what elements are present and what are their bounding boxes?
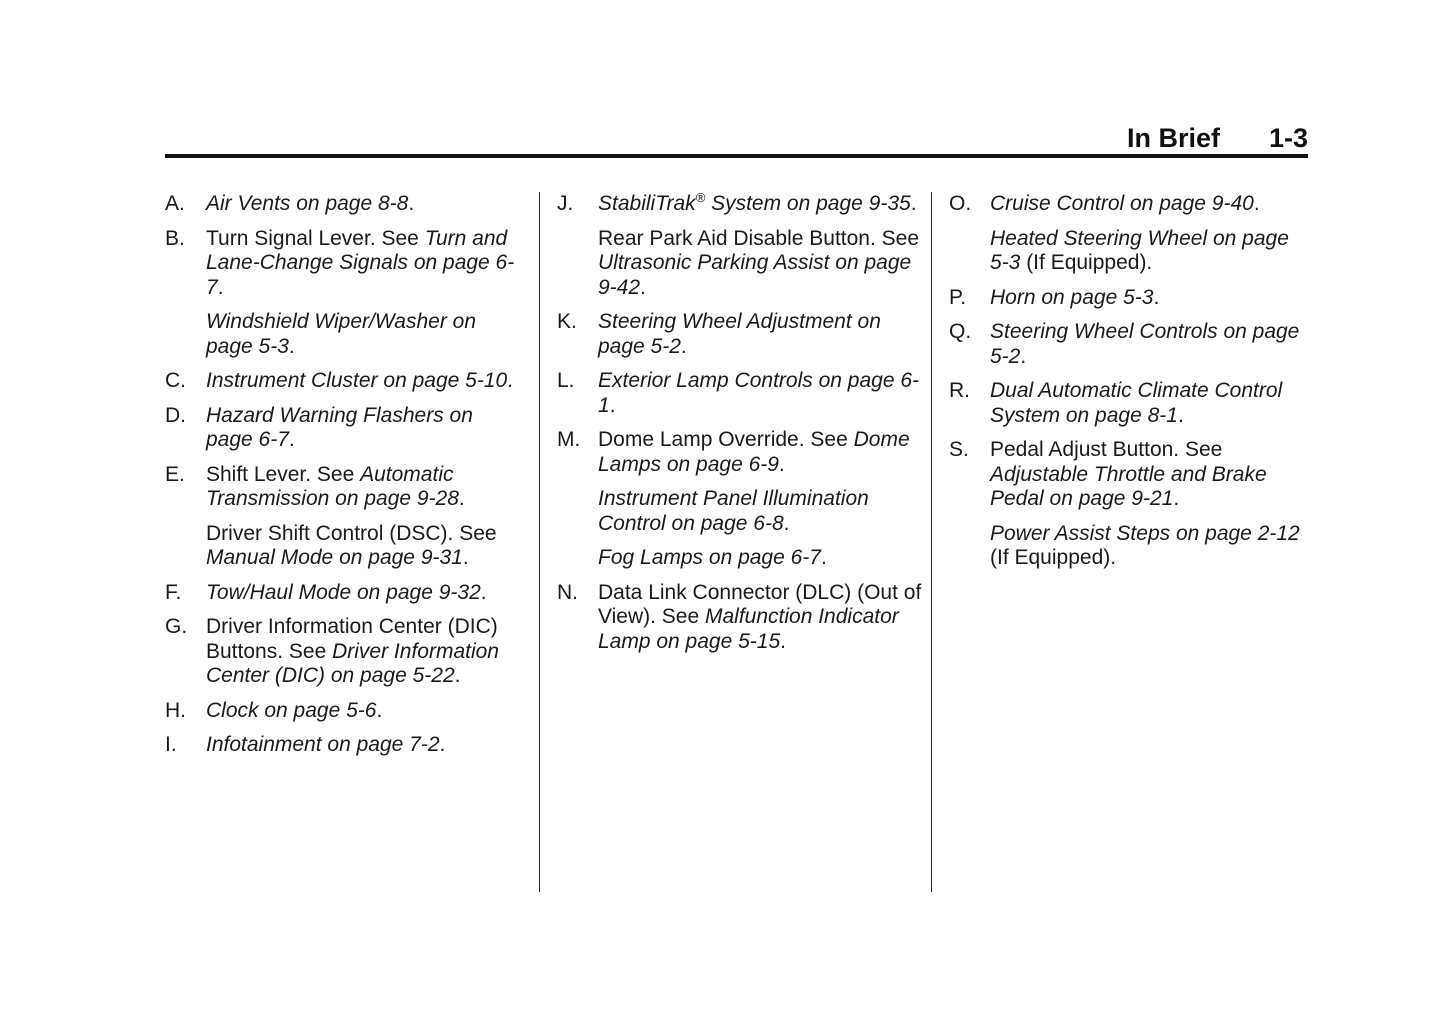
list-subitem-o: Heated Steering Wheel on page 5-3 (If Equipped). bbox=[990, 226, 1289, 274]
page-reference[interactable]: Fog Lamps on page 6-7 bbox=[598, 546, 821, 569]
list-item-r: R. Dual Automatic Climate Control System on page 8-1. bbox=[949, 379, 1283, 427]
page-header bbox=[165, 120, 1308, 158]
header-rule bbox=[165, 154, 1308, 158]
item-letter: R. bbox=[949, 379, 970, 402]
section-title: In Brief bbox=[1126, 123, 1220, 153]
page-reference[interactable]: Steering Wheel Adjustment on page 5-2 bbox=[598, 310, 881, 358]
list-item-s: S. Pedal Adjust Button. See Adjustable Throttle and Brake Pedal on page 9-21. bbox=[949, 438, 1267, 510]
list-subitem-j: Rear Park Aid Disable Button. See Ultrasonic Parking Assist on page 9-42. bbox=[598, 226, 920, 299]
item-text: Shift Lever. See bbox=[206, 462, 361, 486]
list-item-q: Q. Steering Wheel Controls on page 5-2. bbox=[949, 320, 1300, 368]
page-reference[interactable]: Instrument Panel Illumination Control on page 6-8 bbox=[598, 487, 869, 535]
page-reference[interactable]: Turn and Lane-Change Signals on page 6-7 bbox=[206, 226, 515, 299]
item-letter: E. bbox=[165, 462, 185, 486]
item-text: Pedal Adjust Button. See bbox=[990, 438, 1223, 461]
item-letter: P. bbox=[949, 285, 967, 309]
item-letter: B. bbox=[165, 226, 185, 250]
list-item-h: H. Clock on page 5-6. bbox=[165, 698, 383, 722]
list-subitem-m-1: Instrument Panel Illumination Control on page 6-8. bbox=[598, 487, 869, 535]
list-subitem-b: Windshield Wiper/Washer on page 5-3. bbox=[206, 310, 477, 358]
page-reference[interactable]: Dome Lamps on page 6-9 bbox=[598, 428, 910, 476]
item-letter: K. bbox=[557, 310, 577, 333]
page-reference[interactable]: Air Vents on page 8-8 bbox=[206, 192, 409, 215]
item-text: Dome Lamp Override. See bbox=[598, 428, 854, 451]
item-letter: M. bbox=[557, 428, 581, 451]
page-reference[interactable]: Horn on page 5-3 bbox=[990, 285, 1154, 309]
list-item-n: N. Data Link Connector (DLC) (Out of View). See Malfunction Indicator Lamp on page 5-15. bbox=[557, 580, 922, 653]
page-reference[interactable]: Automatic Transmission on page 9-28 bbox=[206, 462, 459, 510]
item-letter: S. bbox=[949, 438, 969, 461]
page-reference[interactable]: Windshield Wiper/Washer on page 5-3 bbox=[206, 310, 477, 358]
item-text: Driver Shift Control (DSC). See bbox=[206, 521, 497, 545]
list-item-d: D. Hazard Warning Flashers on page 6-7. bbox=[165, 403, 473, 451]
item-letter: H. bbox=[165, 698, 186, 722]
list-item-c: C. Instrument Cluster on page 5-10. bbox=[165, 369, 514, 392]
column-2 bbox=[557, 192, 922, 664]
column-divider bbox=[539, 192, 540, 892]
page-reference[interactable]: Heated Steering Wheel on page 5-3 bbox=[990, 226, 1289, 274]
page-reference[interactable]: Driver Information Center (DIC) on page 5-22 bbox=[206, 639, 499, 687]
registered-mark: ® bbox=[695, 190, 706, 205]
page-reference[interactable]: Infotainment on page 7-2 bbox=[206, 733, 440, 756]
page-reference[interactable]: Dual Automatic Climate Control System on page 8-1 bbox=[990, 379, 1283, 427]
list-item-j: J. StabiliTrak® System on page 9-35. bbox=[557, 190, 917, 215]
item-letter: F. bbox=[165, 580, 182, 604]
list-item-e: E. Shift Lever. See Automatic Transmission on page 9-28. bbox=[165, 462, 465, 510]
list-subitem-m-2: Fog Lamps on page 6-7. bbox=[598, 546, 827, 569]
item-letter: I. bbox=[165, 733, 177, 756]
item-text: Rear Park Aid Disable Button. See bbox=[598, 226, 920, 250]
page-reference[interactable]: StabiliTrak® System on page 9-35 bbox=[598, 190, 911, 215]
item-text: Turn Signal Lever. See bbox=[206, 226, 425, 250]
page-reference[interactable]: Cruise Control on page 9-40 bbox=[990, 192, 1254, 215]
page-reference[interactable]: Adjustable Throttle and Brake Pedal on page 9-21 bbox=[990, 462, 1267, 510]
page-reference[interactable]: Tow/Haul Mode on page 9-32 bbox=[206, 580, 481, 604]
item-letter: G. bbox=[165, 615, 188, 638]
list-item-o: O. Cruise Control on page 9-40. bbox=[949, 192, 1260, 215]
list-item-g: G. Driver Information Center (DIC) Buttons. See Driver Information Center (DIC) on page 5-22. bbox=[165, 615, 499, 687]
page-reference[interactable]: Exterior Lamp Controls on page 6-1 bbox=[598, 369, 919, 417]
list-item-k: K. Steering Wheel Adjustment on page 5-2. bbox=[557, 310, 881, 358]
item-letter: D. bbox=[165, 403, 186, 427]
list-item-i: I. Infotainment on page 7-2. bbox=[165, 733, 446, 756]
list-item-l: L. Exterior Lamp Controls on page 6-1. bbox=[557, 369, 919, 417]
item-letter: Q. bbox=[949, 320, 972, 343]
list-subitem-s: Power Assist Steps on page 2-12 (If Equipped). bbox=[990, 521, 1300, 569]
page-reference[interactable]: Ultrasonic Parking Assist on page 9-42 bbox=[598, 251, 912, 299]
column-divider bbox=[931, 192, 932, 892]
column-1 bbox=[165, 192, 525, 768]
item-letter: J. bbox=[557, 192, 574, 215]
item-letter: N. bbox=[557, 580, 578, 604]
list-item-p: P. Horn on page 5-3. bbox=[949, 285, 1160, 309]
item-letter: L. bbox=[557, 369, 575, 392]
item-letter: C. bbox=[165, 369, 186, 392]
page-reference[interactable]: Hazard Warning Flashers on page 6-7 bbox=[206, 403, 473, 451]
page-number: 1-3 bbox=[1268, 123, 1308, 153]
item-text: Driver Information Center (DIC) Buttons. See bbox=[206, 615, 498, 663]
column-3 bbox=[949, 192, 1311, 581]
page-reference[interactable]: Instrument Cluster on page 5-10 bbox=[206, 369, 508, 392]
list-item-b: B. Turn Signal Lever. See Turn and Lane-Change Signals on page 6-7. bbox=[165, 226, 515, 299]
page-reference[interactable]: Steering Wheel Controls on page 5-2 bbox=[990, 320, 1300, 368]
list-item-m: M. Dome Lamp Override. See Dome Lamps on page 6-9. bbox=[557, 428, 910, 476]
item-letter: A. bbox=[165, 192, 185, 215]
list-item-f: F. Tow/Haul Mode on page 9-32. bbox=[165, 580, 487, 604]
page-reference[interactable]: Malfunction Indicator Lamp on page 5-15 bbox=[598, 605, 899, 653]
list-item-a: A. Air Vents on page 8-8. bbox=[165, 192, 415, 215]
page-reference[interactable]: Manual Mode on page 9-31 bbox=[206, 546, 463, 569]
list-subitem-e: Driver Shift Control (DSC). See Manual Mode on page 9-31. bbox=[206, 521, 497, 569]
item-text: Data Link Connector (DLC) (Out of View). See bbox=[598, 580, 922, 628]
page-reference[interactable]: Power Assist Steps on page 2-12 bbox=[990, 521, 1300, 545]
page-reference[interactable]: Clock on page 5-6 bbox=[206, 698, 377, 722]
item-letter: O. bbox=[949, 192, 972, 215]
